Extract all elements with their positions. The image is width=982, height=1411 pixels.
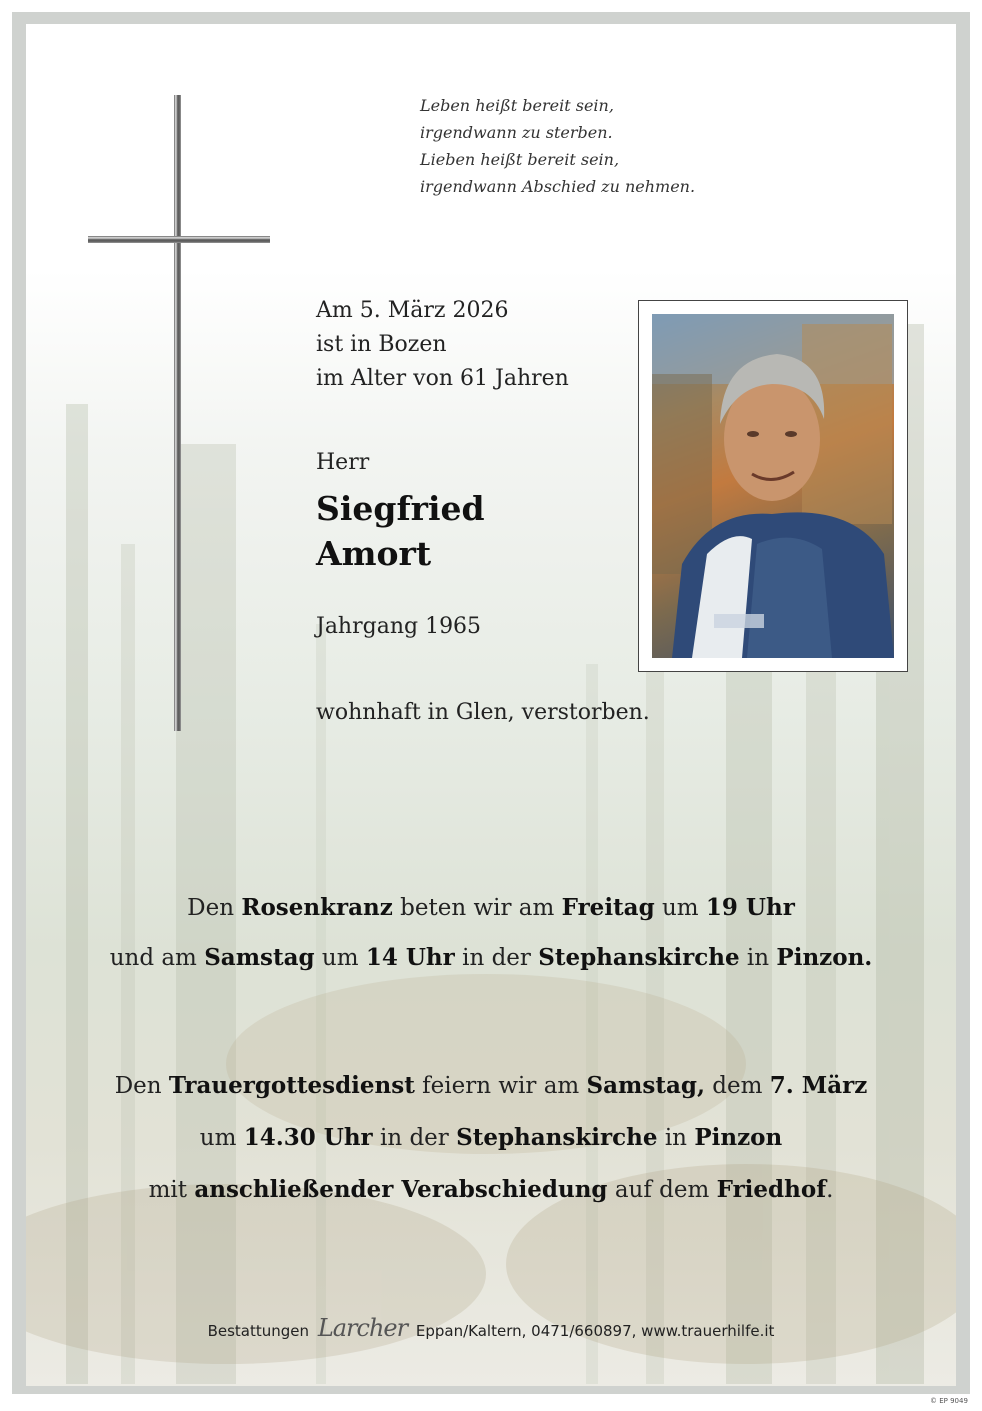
intro-age: im Alter von 61 Jahren bbox=[316, 366, 569, 391]
last-name: Amort bbox=[316, 534, 432, 573]
church-name: Stephanskirche bbox=[456, 1124, 658, 1151]
cemetery-label: Friedhof bbox=[716, 1176, 827, 1203]
text: . bbox=[826, 1177, 834, 1203]
farewell-label: anschließender Verabschiedung bbox=[194, 1176, 608, 1203]
portrait-illustration bbox=[652, 314, 894, 658]
rosary-label: Rosenkranz bbox=[241, 894, 393, 921]
town-name: Pinzon. bbox=[776, 944, 873, 971]
service-time: 14.30 Uhr bbox=[243, 1124, 373, 1151]
text: um bbox=[314, 945, 366, 971]
first-name: Siegfried bbox=[316, 489, 485, 528]
service-label: Trauergottesdienst bbox=[168, 1072, 415, 1099]
portrait-photo bbox=[652, 314, 894, 658]
text: in der bbox=[454, 945, 539, 971]
residence: wohnhaft in Glen, verstorben. bbox=[316, 700, 650, 725]
intro-date: Am 5. März 2026 bbox=[316, 298, 509, 323]
poem-line: Leben heißt bereit sein, bbox=[420, 96, 614, 115]
rosary-line-2 bbox=[0, 944, 982, 971]
text: auf dem bbox=[607, 1177, 717, 1203]
text: in der bbox=[372, 1125, 457, 1151]
poem-line: Lieben heißt bereit sein, bbox=[420, 150, 620, 169]
poem-line: irgendwann zu sterben. bbox=[420, 123, 613, 142]
text: beten wir am bbox=[392, 895, 562, 921]
cross-horizontal-beam bbox=[88, 236, 270, 243]
text: mit bbox=[148, 1177, 195, 1203]
rosary-day-2: Samstag bbox=[204, 944, 315, 971]
poem bbox=[420, 92, 695, 200]
service-day: Samstag, bbox=[586, 1072, 705, 1099]
intro-place: ist in Bozen bbox=[316, 332, 447, 357]
rosary-time: 19 Uhr bbox=[705, 894, 795, 921]
footer-contact: Eppan/Kaltern, 0471/660897, www.trauerhilfe.it bbox=[415, 1322, 775, 1340]
funeral-home-footer bbox=[0, 1314, 982, 1342]
service-date: 7. März bbox=[769, 1072, 868, 1099]
text: Den bbox=[187, 895, 242, 921]
rosary-time-2: 14 Uhr bbox=[365, 944, 455, 971]
text: um bbox=[199, 1125, 244, 1151]
town-name: Pinzon bbox=[694, 1124, 783, 1151]
print-code: © EP 9049 bbox=[930, 1397, 968, 1405]
rosary-line-1 bbox=[0, 894, 982, 921]
church-name: Stephanskirche bbox=[538, 944, 740, 971]
service-line-3 bbox=[0, 1176, 982, 1203]
deceased-name bbox=[316, 486, 485, 576]
cross-vertical-beam bbox=[174, 95, 181, 731]
death-notice-intro bbox=[316, 294, 569, 396]
text: feiern wir am bbox=[414, 1073, 587, 1099]
service-line-2 bbox=[0, 1124, 982, 1151]
salutation: Herr bbox=[316, 450, 370, 475]
funeral-home-logo: Larcher bbox=[317, 1314, 408, 1342]
service-line-1 bbox=[0, 1072, 982, 1099]
text: dem bbox=[704, 1073, 770, 1099]
text: Den bbox=[114, 1073, 169, 1099]
text: um bbox=[654, 895, 706, 921]
text: und am bbox=[109, 945, 205, 971]
text: in bbox=[657, 1125, 695, 1151]
text: in bbox=[739, 945, 777, 971]
birth-year: Jahrgang 1965 bbox=[316, 614, 482, 639]
rosary-day: Freitag bbox=[561, 894, 655, 921]
poem-line: irgendwann Abschied zu nehmen. bbox=[420, 177, 696, 196]
portrait-frame bbox=[638, 300, 908, 672]
footer-prefix: Bestattungen bbox=[207, 1322, 310, 1340]
